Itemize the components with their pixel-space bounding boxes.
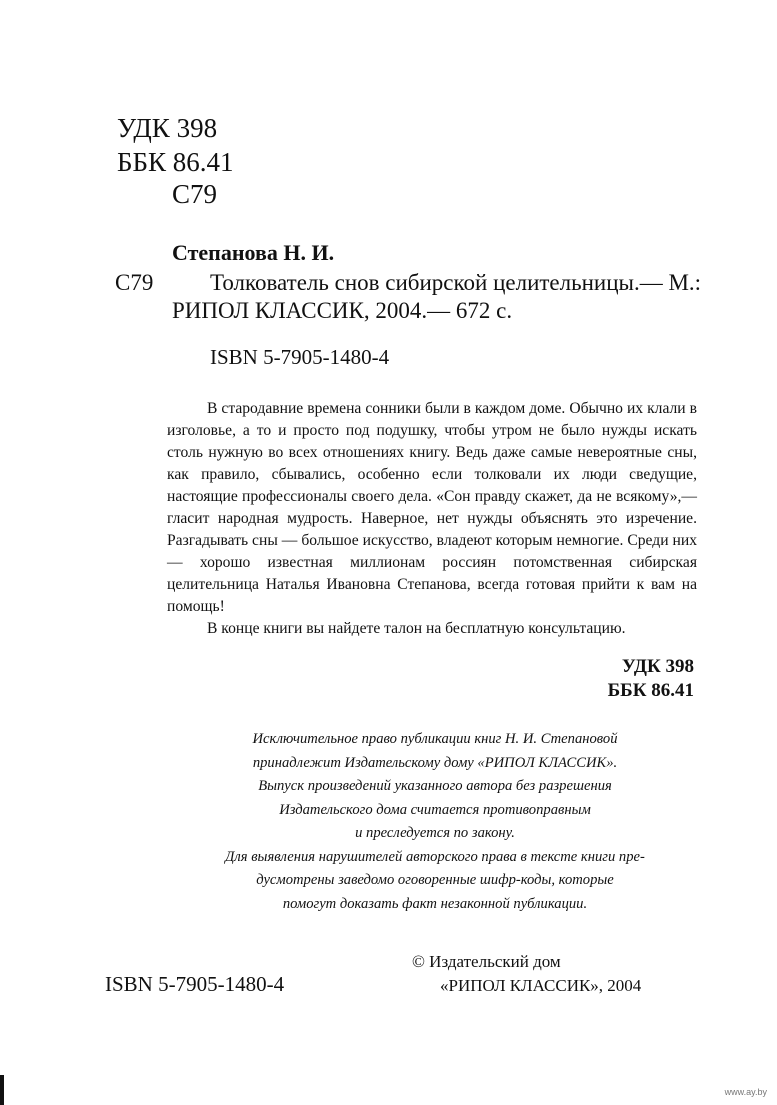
author-sign: С79 bbox=[172, 179, 218, 209]
annotation-paragraph-2: В конце книги вы найдете талон на бесплатную консультацию. bbox=[207, 620, 626, 637]
rights-line: и преследуется по закону. bbox=[355, 825, 515, 841]
annotation bbox=[167, 398, 697, 640]
title-line-1: Толкователь снов сибирской целительницы.— М.: bbox=[210, 270, 702, 295]
author-name: Степанова Н. И. bbox=[172, 240, 335, 265]
rights-line: дусмотрены заведомо оговоренные шифр-коды, которые bbox=[256, 872, 614, 888]
rights-line: помогут доказать факт незаконной публикации. bbox=[282, 895, 588, 912]
publisher-copyright: © Издательский дом bbox=[412, 952, 561, 971]
bbk-code-right: ББК 86.41 bbox=[607, 680, 694, 701]
isbn-record: ISBN 5-7905-1480-4 bbox=[210, 345, 390, 369]
isbn-footer: ISBN 5-7905-1480-4 bbox=[105, 972, 285, 996]
bbk-code: ББК 86.41 bbox=[117, 147, 234, 177]
rights-line: Выпуск произведений указанного автора без разрешения bbox=[258, 778, 612, 794]
rights-notice bbox=[150, 728, 720, 916]
title-line-2: РИПОЛ КЛАССИК, 2004.— 672 с. bbox=[172, 298, 513, 323]
rights-line: Исключительное право публикации книг Н. И. Степановой bbox=[252, 731, 618, 747]
watermark: www.ay.by bbox=[724, 1087, 767, 1097]
scan-edge-mark bbox=[0, 1075, 4, 1105]
record-sign: С79 bbox=[115, 270, 154, 295]
annotation-paragraph-1: В стародавние времена сонники были в каждом доме. Обычно их клали в изголовье, а то и просто под подушку, чтобы утром не было нужды искать столь нужную во всех отношениях книгу. Ведь даже самые невероятные сны, как правило, сбывались, особенно если толковали их люди сведущие, настоящие профессионалы своего дела. «Сон правду скажет, да не всякому»,— гласит народная мудрость. Наверное, нет нужды объяснять это изречение. Разгадывать сны — большое искусство, владеют которым немногие. Среди них — хорошо известная миллионам россиян потомственная сибирская целительница Наталья Ивановна Степанова, всегда готовая прийти к вам на помощь! bbox=[167, 400, 697, 615]
udk-code-right: УДК 398 bbox=[621, 656, 694, 677]
publisher-name-year: «РИПОЛ КЛАССИК», 2004 bbox=[440, 976, 642, 995]
rights-line: Для выявления нарушителей авторского права в тексте книги пре- bbox=[225, 848, 645, 865]
rights-line: Издательского дома считается противоправным bbox=[279, 801, 591, 818]
rights-line: принадлежит Издательскому дому «РИПОЛ КЛАССИК». bbox=[252, 754, 618, 771]
udk-code: УДК 398 bbox=[117, 113, 218, 143]
